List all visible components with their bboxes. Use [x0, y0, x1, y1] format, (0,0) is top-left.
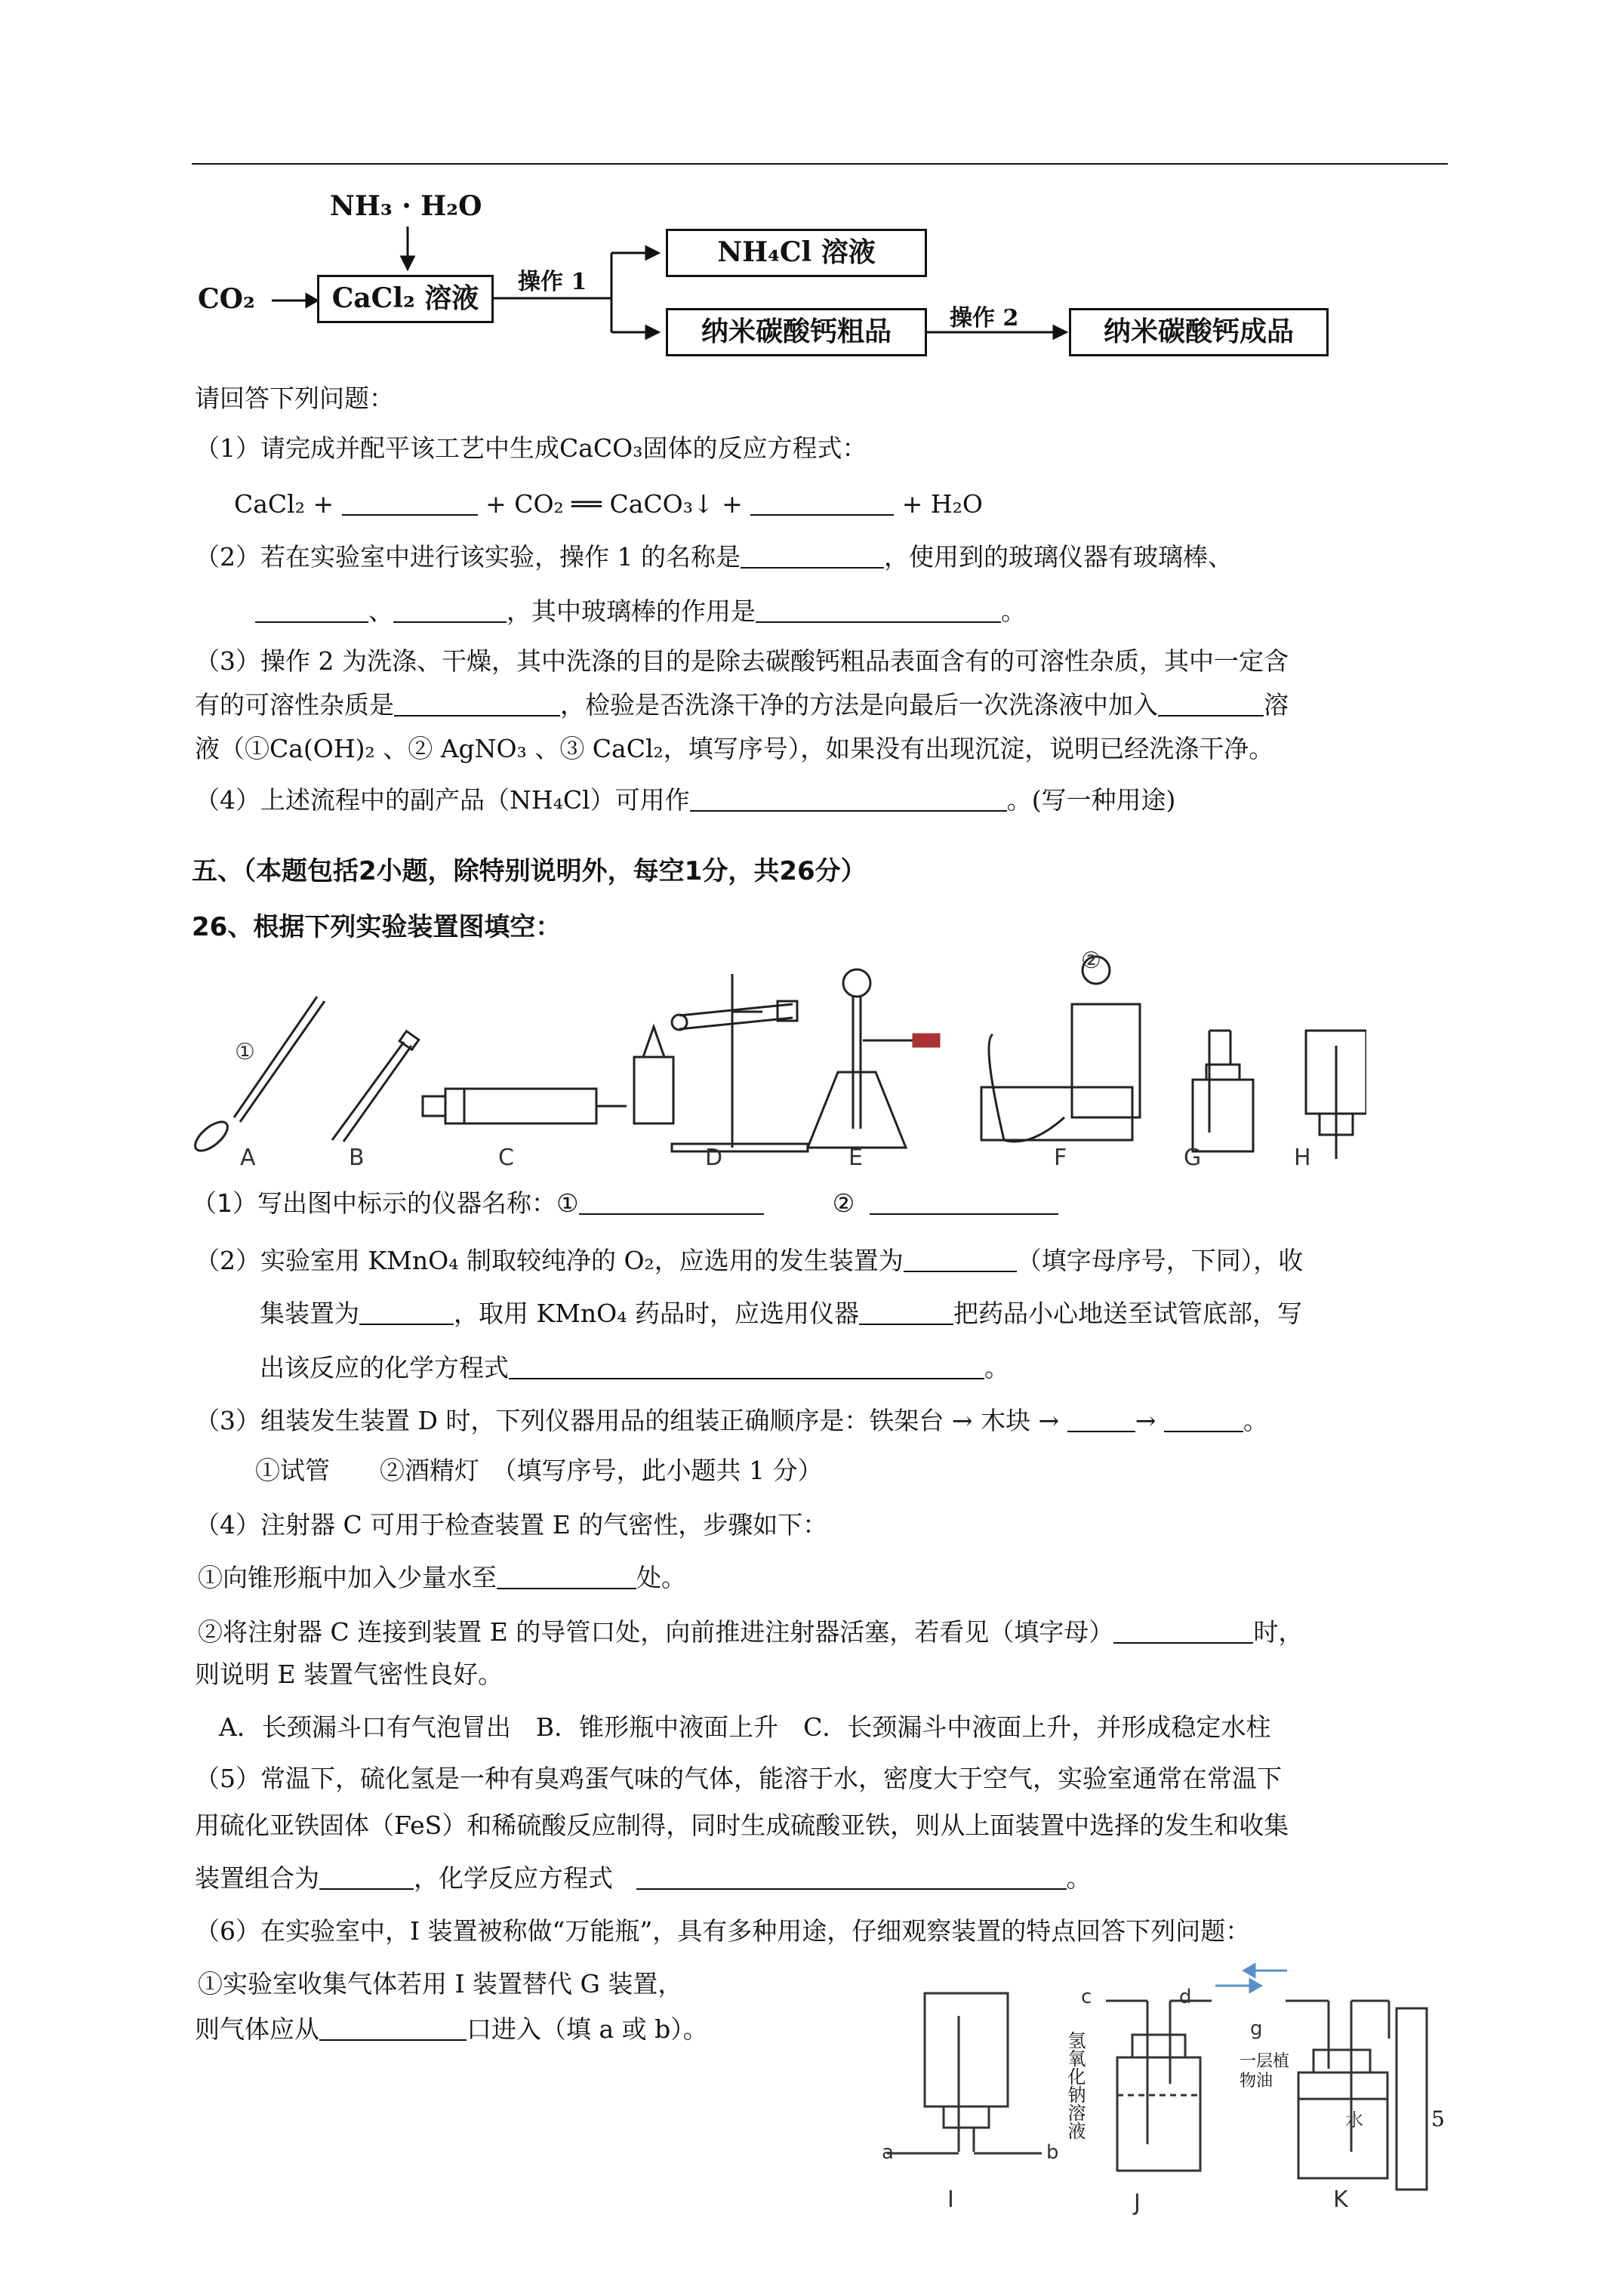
equation-part-c: + H₂O — [901, 489, 983, 519]
q25-part2-line2 — [255, 596, 1026, 627]
header-rule — [192, 163, 1448, 165]
q25-part3-line2 — [195, 690, 1289, 720]
blank-order-2[interactable] — [1164, 1408, 1243, 1432]
text: ，使用到的玻璃仪器有玻璃棒、 — [883, 542, 1233, 572]
blank-equation-fes[interactable] — [636, 1866, 1067, 1890]
gas-bottle-g-icon — [1193, 1031, 1253, 1151]
text: 。(写一种用途) — [1006, 785, 1176, 815]
bottle-label-i: I — [947, 2187, 954, 2213]
reagent-nh3-h2o: NH₃ · H₂O — [330, 190, 482, 222]
box-cacl2-solution: CaCl₂ 溶液 — [317, 275, 494, 323]
bottles-figure — [868, 1963, 1442, 2212]
text: （填字母序号，下同），收 — [1016, 1246, 1304, 1275]
text: ①向锥形瓶中加入少量水至 — [198, 1563, 497, 1592]
q25-part2-line1 — [195, 542, 1233, 572]
conical-flask-icon — [808, 969, 939, 1148]
blank-impurity[interactable] — [394, 692, 560, 717]
instrument-label-a: A — [240, 1145, 256, 1171]
q25-equation — [234, 489, 983, 519]
water-trough-icon — [981, 957, 1140, 1142]
port-d-label: d — [1179, 1986, 1192, 2008]
instrument-label-d: D — [705, 1145, 723, 1171]
text: 集装置为 — [260, 1299, 359, 1328]
heating-setup-icon — [634, 974, 808, 1151]
q26-part3-line2: ①试管 ②酒精灯 （填写序号，此小题共 1 分） — [255, 1456, 823, 1485]
blank-test-reagent[interactable] — [1158, 692, 1264, 717]
blank-device-combo[interactable] — [319, 1866, 414, 1890]
oil-layer-label: 一层植物油 — [1240, 2052, 1290, 2091]
blank-glass-rod-role[interactable] — [756, 599, 1001, 623]
equation-part-a: CaCl₂ + — [234, 489, 334, 519]
instrument-label-h: H — [1294, 1145, 1311, 1171]
text: （2）实验室用 KMnO₄ 制取较纯净的 O₂，应选用的发生装置为 — [195, 1246, 904, 1275]
q26-part1 — [192, 1188, 1058, 1219]
text: 溶 — [1264, 690, 1289, 720]
text: （2）若在实验室中进行该实验，操作 1 的名称是 — [195, 542, 741, 572]
text: 。 — [984, 1353, 1009, 1382]
blank-equation-kmno4[interactable] — [509, 1355, 984, 1379]
blank-instrument-1[interactable] — [579, 1191, 764, 1215]
text: 装置组合为 — [195, 1863, 319, 1893]
port-c-label: c — [1081, 1986, 1092, 2008]
port-a-label: a — [882, 2141, 894, 2164]
q26-part6-line3 — [195, 2014, 708, 2045]
instrument-label-g: G — [1184, 1145, 1202, 1171]
spoon-icon — [190, 997, 325, 1156]
question-26-title: 26、根据下列实验装置图填空： — [192, 912, 562, 942]
q25-part3-line1: （3）操作 2 为洗涤、干燥，其中洗涤的目的是除去碳酸钙粗品表面含有的可溶性杂质，其中一定含 — [195, 646, 1289, 676]
text: （3）组装发生装置 D 时，下列仪器用品的组装正确顺序是：铁架台 → 木块 → — [195, 1406, 1060, 1435]
bottle-label-j: J — [1134, 2190, 1141, 2216]
text: （1）写出图中标示的仪器名称：① — [192, 1188, 579, 1218]
box-crude-nano-caco3: 纳米碳酸钙粗品 — [666, 308, 927, 356]
text: （4）上述流程中的副产品（NH₄Cl）可用作 — [195, 785, 690, 815]
instrument-label-f: F — [1054, 1145, 1067, 1171]
box-nh4cl-solution: NH₄Cl 溶液 — [666, 229, 927, 277]
instrument-label-e: E — [848, 1145, 863, 1171]
text: 把药品小心地送至试管底部，写 — [953, 1299, 1302, 1328]
q26-part4-line2 — [198, 1563, 686, 1593]
syringe-icon — [423, 1089, 627, 1123]
text: ，取用 KMnO₄ 药品时，应选用仪器 — [454, 1299, 859, 1328]
text: ，化学反应方程式 — [414, 1863, 613, 1893]
blank-operation1-name[interactable] — [741, 544, 884, 569]
mark-2: ② — [1081, 948, 1101, 974]
blank-generator[interactable] — [904, 1248, 1017, 1272]
instrument-label-c: C — [498, 1145, 514, 1171]
water-label: 水 — [1345, 2110, 1363, 2131]
tweezers-icon — [332, 1031, 419, 1142]
q25-prompt: 请回答下列问题： — [195, 384, 394, 413]
text: 、 — [368, 596, 393, 626]
q26-part5-line1: （5）常温下，硫化氢是一种有臭鸡蛋气味的气体，能溶于水，密度大于空气，实验室通常在常温下 — [195, 1764, 1282, 1793]
blank-order-1[interactable] — [1067, 1408, 1135, 1432]
q26-part4-line1: （4）注射器 C 可用于检查装置 E 的气密性，步骤如下： — [195, 1510, 828, 1539]
port-g-label: g — [1250, 2017, 1263, 2040]
naoh-solution-label: 氢氧化钠溶液 — [1064, 2031, 1086, 2140]
text: ②将注射器 C 连接到装置 E 的导管口处，向前推进注射器活塞，若看见（填字母） — [198, 1617, 1114, 1647]
text: 时， — [1253, 1617, 1304, 1647]
q26-part5-line2: 用硫化亚铁固体（FeS）和稀硫酸反应制得，同时生成硫酸亚铁，则从上面装置中选择的发生和收集 — [195, 1811, 1289, 1840]
q26-part5-line3 — [195, 1863, 1092, 1894]
q25-part3-line3: 液（①Ca(OH)₂ 、② AgNO₃ 、③ CaCl₂，填写序号），如果没有出现沉淀，说明已经洗涤干净。 — [195, 734, 1274, 763]
text: 有的可溶性杂质是 — [195, 690, 394, 720]
q25-part4 — [195, 785, 1175, 815]
text: 。 — [1243, 1406, 1268, 1435]
text: 口进入（填 a 或 b）。 — [467, 2014, 708, 2044]
bottle-i-icon — [887, 1993, 1042, 2153]
mark-1: ① — [235, 1039, 255, 1065]
blank-equation-1[interactable] — [342, 492, 478, 516]
text: ② — [832, 1188, 855, 1218]
text: 处。 — [636, 1563, 686, 1592]
text: → — [1135, 1406, 1156, 1435]
equation-part-b: + CO₂ ══ CaCO₃↓ + — [485, 489, 743, 519]
q26-part2-line2 — [260, 1299, 1302, 1329]
port-b-label: b — [1046, 2141, 1059, 2164]
q26-part3-line1 — [195, 1406, 1268, 1436]
box-nano-caco3-product: 纳米碳酸钙成品 — [1069, 308, 1329, 356]
q26-part2-line3 — [260, 1353, 1009, 1383]
text: 。 — [1001, 596, 1026, 626]
q25-part1: （1）请完成并配平该工艺中生成CaCO₃固体的反应方程式： — [195, 433, 867, 463]
section-5-title: 五、（本题包括2小题，除特别说明外，每空1分，共26分） — [192, 856, 867, 886]
blank-glassware-1[interactable] — [255, 599, 368, 623]
instruments-figure — [189, 929, 1366, 1170]
text: 则气体应从 — [195, 2014, 319, 2044]
label-operation-2: 操作 2 — [950, 305, 1019, 331]
blank-instrument-2[interactable] — [870, 1191, 1058, 1215]
blank-nh4cl-use[interactable] — [690, 787, 1007, 812]
blank-glassware-2[interactable] — [393, 599, 507, 623]
blank-equation-2[interactable] — [750, 492, 894, 516]
blank-tool[interactable] — [859, 1301, 953, 1325]
q26-part4-line4: 则说明 E 装置气密性良好。 — [195, 1660, 504, 1689]
q26-part2-line1 — [195, 1246, 1303, 1276]
q26-part6-line2: ①实验室收集气体若用 I 装置替代 G 装置， — [198, 1969, 683, 1999]
blank-inlet[interactable] — [319, 2017, 467, 2041]
bottle-label-k: K — [1333, 2187, 1348, 2213]
reagent-co2: CO₂ — [198, 283, 255, 315]
text: 出该反应的化学方程式 — [260, 1353, 509, 1382]
text: ，其中玻璃棒的作用是 — [507, 596, 756, 626]
gas-bottle-h-icon — [1306, 1031, 1366, 1159]
blank-observation[interactable] — [1113, 1620, 1253, 1644]
q26-part6-line1: （6）在实验室中，I 装置被称做“万能瓶”，具有多种用途，仔细观察装置的特点回答下列问题： — [195, 1916, 1251, 1946]
blank-collector[interactable] — [359, 1301, 454, 1325]
instrument-label-b: B — [349, 1145, 365, 1171]
q26-part4-options: A．长颈漏斗口有气泡冒出 B．锥形瓶中液面上升 C．长颈漏斗中液面上升，并形成稳定水柱 — [219, 1712, 1271, 1742]
blank-water-level[interactable] — [497, 1565, 636, 1589]
text: ，检验是否洗涤干净的方法是向最后一次洗涤液中加入 — [560, 690, 1158, 720]
text: 。 — [1066, 1863, 1092, 1893]
page-number: 5 — [1431, 2106, 1445, 2131]
label-operation-1: 操作 1 — [518, 269, 587, 295]
q26-part4-line3 — [198, 1617, 1303, 1647]
